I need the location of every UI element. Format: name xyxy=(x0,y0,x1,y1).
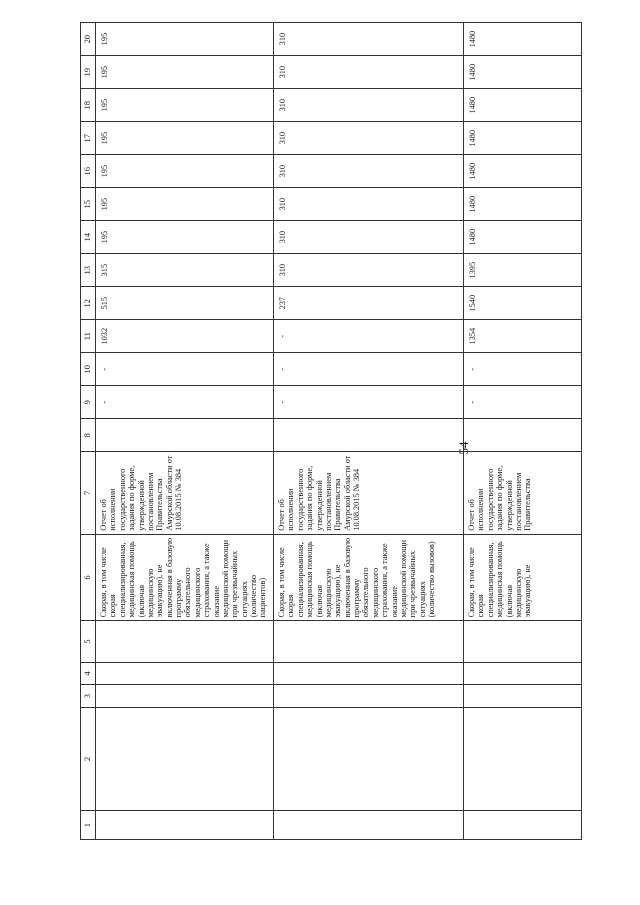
value-cell: 310 xyxy=(274,89,464,122)
table-cell xyxy=(274,811,464,840)
value-cell: - xyxy=(274,386,464,419)
table-cell xyxy=(274,621,464,662)
value-cell: - xyxy=(274,353,464,386)
value-cell: 1032 xyxy=(96,320,274,353)
header-row xyxy=(81,23,96,840)
header-cell: 9 xyxy=(81,386,96,419)
value-cell: 1480 xyxy=(464,56,582,89)
value-cell: 310 xyxy=(274,122,464,155)
value-cell: 195 xyxy=(96,56,274,89)
value-cell: 310 xyxy=(274,155,464,188)
value-cell: 195 xyxy=(96,188,274,221)
value-cell: 310 xyxy=(274,254,464,287)
value-cell: 1540 xyxy=(464,287,582,320)
value-cell: 1480 xyxy=(464,89,582,122)
header-cell: 20 xyxy=(81,23,96,56)
value-cell: 195 xyxy=(96,89,274,122)
header-cell: 7 xyxy=(81,452,96,535)
value-cell: 1354 xyxy=(464,320,582,353)
value-cell xyxy=(96,419,274,452)
value-cell: 1480 xyxy=(464,221,582,254)
indicator-basis: Отчет об исполнении государственного задания по форме, утвержденной постановлением Правительства xyxy=(464,452,582,535)
value-cell: 195 xyxy=(96,221,274,254)
value-cell: - xyxy=(96,353,274,386)
header-cell: 18 xyxy=(81,89,96,122)
value-cell: 310 xyxy=(274,221,464,254)
header-cell: 19 xyxy=(81,56,96,89)
value-cell: 1480 xyxy=(464,122,582,155)
indicator-table xyxy=(80,22,582,840)
table-cell xyxy=(96,811,274,840)
header-cell: 8 xyxy=(81,419,96,452)
indicator-basis: Отчет об исполнении государственного задания по форме, утвержденной постановлением Правительства Амурской области от 10.08.2015 № 384 xyxy=(274,452,464,535)
value-cell: 515 xyxy=(96,287,274,320)
table-cell xyxy=(96,685,274,708)
indicator-description: Скорая, в том числе скорая специализированная, медицинская помощь (включая медицинскую эвакуацию), не включенная в базовую программу обязательного медицинского страхования, а также оказание медицинской помощи при чрезвычайных ситуациях (количество пациентов) xyxy=(96,534,274,621)
header-cell: 14 xyxy=(81,221,96,254)
table-cell xyxy=(464,707,582,810)
indicator-basis: Отчет об исполнении государственного задания по форме, утвержденной постановлением Правительства Амурской области от 10.08.2015 № 384 xyxy=(96,452,274,535)
value-cell: - xyxy=(96,386,274,419)
value-cell: 310 xyxy=(274,23,464,56)
value-cell: 1480 xyxy=(464,155,582,188)
value-cell xyxy=(464,419,582,452)
header-cell: 4 xyxy=(81,662,96,685)
value-cell: - xyxy=(274,320,464,353)
table-cell xyxy=(464,662,582,685)
table-cell xyxy=(464,811,582,840)
table-cell xyxy=(274,707,464,810)
table-row xyxy=(274,23,464,840)
table-row xyxy=(464,23,582,840)
rotated-sheet xyxy=(80,22,585,840)
value-cell: - xyxy=(464,386,582,419)
header-cell: 2 xyxy=(81,707,96,810)
header-cell: 12 xyxy=(81,287,96,320)
value-cell: 1395 xyxy=(464,254,582,287)
header-cell: 17 xyxy=(81,122,96,155)
indicator-description: Скорая, в том числе скорая специализированная, медицинская помощь (включая медицинскую эвакуацию), не включенная в базовую программу обязательного медицинского страхования, а также оказание медицинской помощи при чрезвычайных ситуациях (количество вызовов) xyxy=(274,534,464,621)
header-cell: 15 xyxy=(81,188,96,221)
value-cell: - xyxy=(464,353,582,386)
header-cell: 6 xyxy=(81,534,96,621)
header-cell: 10 xyxy=(81,353,96,386)
table-cell xyxy=(96,621,274,662)
table-rotation-frame xyxy=(80,22,585,840)
value-cell: 1480 xyxy=(464,23,582,56)
header-cell: 5 xyxy=(81,621,96,662)
header-cell: 16 xyxy=(81,155,96,188)
header-cell: 13 xyxy=(81,254,96,287)
value-cell: 195 xyxy=(96,122,274,155)
value-cell: 310 xyxy=(274,188,464,221)
value-cell: 195 xyxy=(96,155,274,188)
header-cell: 3 xyxy=(81,685,96,708)
table-cell xyxy=(96,707,274,810)
header-cell: 11 xyxy=(81,320,96,353)
value-cell: 315 xyxy=(96,254,274,287)
value-cell: 237 xyxy=(274,287,464,320)
value-cell: 310 xyxy=(274,56,464,89)
indicator-description: Скорая, в том числе скорая специализированная, медицинская помощь (включая медицинскую эвакуацию), не xyxy=(464,534,582,621)
table-row xyxy=(96,23,274,840)
table-cell xyxy=(274,662,464,685)
value-cell xyxy=(274,419,464,452)
value-cell: 195 xyxy=(96,23,274,56)
header-cell: 1 xyxy=(81,811,96,840)
table-cell xyxy=(464,685,582,708)
page-number: 54 xyxy=(456,441,471,455)
table-cell xyxy=(274,685,464,708)
table-cell xyxy=(464,621,582,662)
table-cell xyxy=(96,662,274,685)
value-cell: 1480 xyxy=(464,188,582,221)
